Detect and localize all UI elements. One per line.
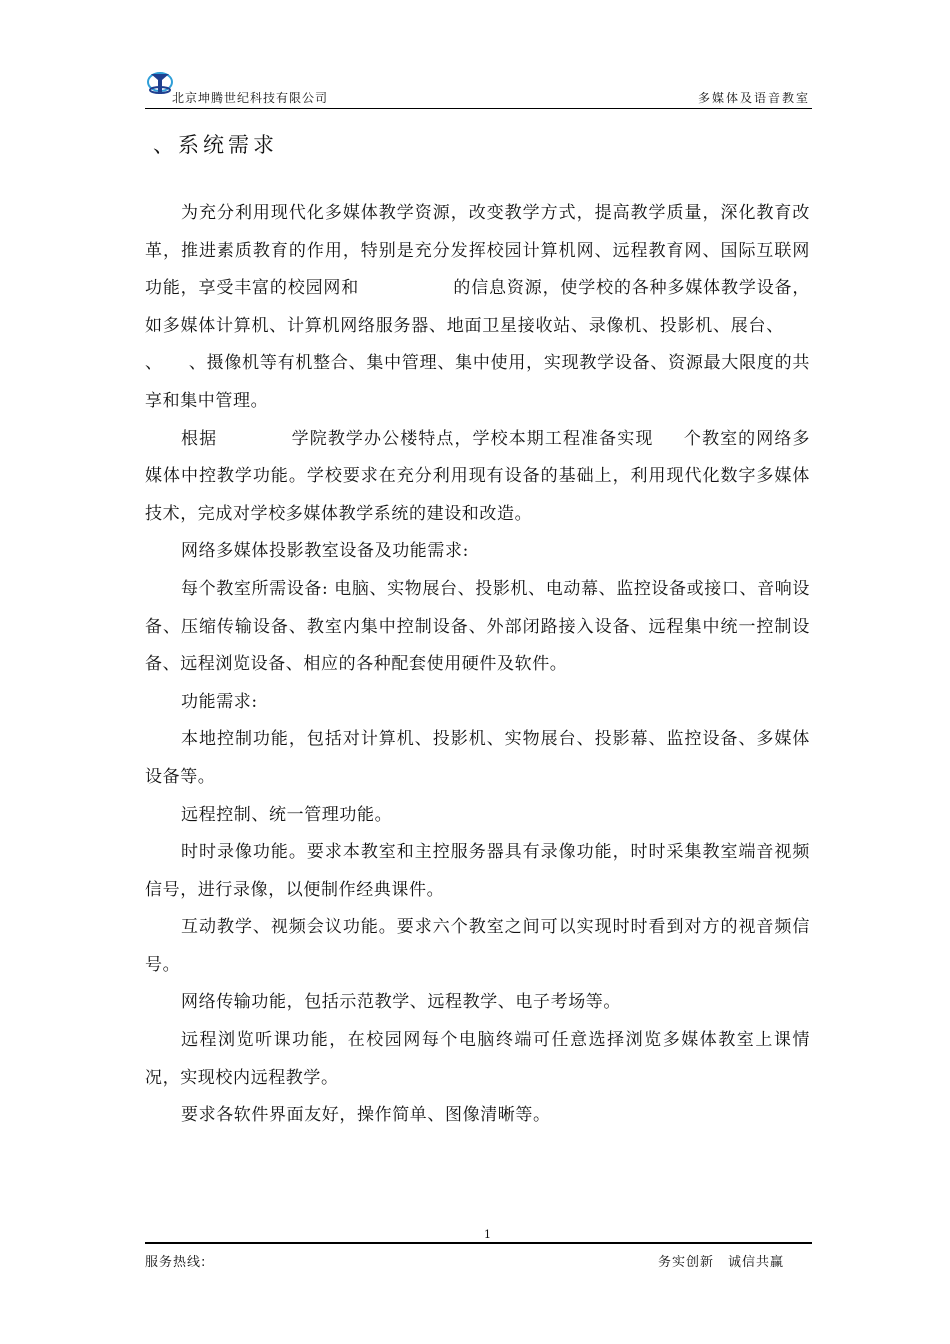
footer-slogan: 务实创新 诚信共赢 (657, 1255, 784, 1270)
paragraph-equipment-heading: 网络多媒体投影教室设备及功能需求: (181, 541, 469, 562)
paragraph-interactive: 互动教学、视频会议功能。要求六个教室之间可以实现时时看到对方的视音频信号。 (145, 917, 810, 975)
paragraph-intro: 为充分利用现代化多媒体教学资源，改变教学方式，提高教学质量，深化教育改革，推进素质教育的作用，特别是充分发挥校园计算机网、远程教育网、国际互联网功能，享受丰富的校园网和 的信息资源，使学校的各种多媒体教学设备，如多媒体计算机、计算机网络服务器、地面卫星接收站、录像机、投影机、展台、、 、摄像机等有机整合、集中管理、集中使用，实现教学设备、资源最大限度的共享和集中管理。 (145, 203, 810, 411)
paragraph-remote-control: 远程控制、统一管理功能。 (181, 804, 393, 825)
paragraph-network: 网络传输功能，包括示范教学、远程教学、电子考场等。 (181, 992, 621, 1013)
footer-hotline: 服务热线: (145, 1255, 207, 1270)
paragraph-project: 根据 学院教学办公楼特点，学校本期工程准备实现 个教室的网络多媒体中控教学功能。学校要求在充分利用现有设备的基础上，利用现代化数字多媒体技术，完成对学校多媒体教学系统的建设和改造。 (145, 428, 811, 524)
page-footer (145, 1242, 812, 1270)
paragraph-remote-browse: 远程浏览听课功能，在校园网每个电脑终端可任意选择浏览多媒体教室上课情况，实现校内远程教学。 (145, 1030, 810, 1088)
paragraph-software: 要求各软件界面友好，操作简单、图像清晰等。 (181, 1105, 551, 1126)
paragraph-function-heading: 功能需求: (181, 691, 258, 712)
company-name: 北京坤腾世纪科技有限公司 (172, 91, 329, 105)
page-number: 1 (484, 1228, 491, 1241)
paragraph-local-control: 本地控制功能，包括对计算机、投影机、实物展台、投影幕、监控设备、多媒体设备等。 (145, 729, 810, 787)
document-body (145, 195, 810, 1135)
company-logo-icon (145, 68, 175, 98)
header-document-title: 多媒体及语音教室 (697, 91, 810, 105)
page-header (145, 68, 812, 109)
paragraph-recording: 时时录像功能。要求本教室和主控服务器具有录像功能，时时采集教室端音视频信号，进行录像，以便制作经典课件。 (145, 842, 810, 900)
section-title: 、系统需求 (153, 133, 278, 157)
paragraph-equipment-list: 每个教室所需设备: 电脑、实物展台、投影机、电动幕、监控设备或接口、音响设备、压缩传输设备、教室内集中控制设备、外部闭路接入设备、远程集中统一控制设备、远程浏览设备、相应的各种配套使用硬件及软件。 (145, 578, 810, 675)
